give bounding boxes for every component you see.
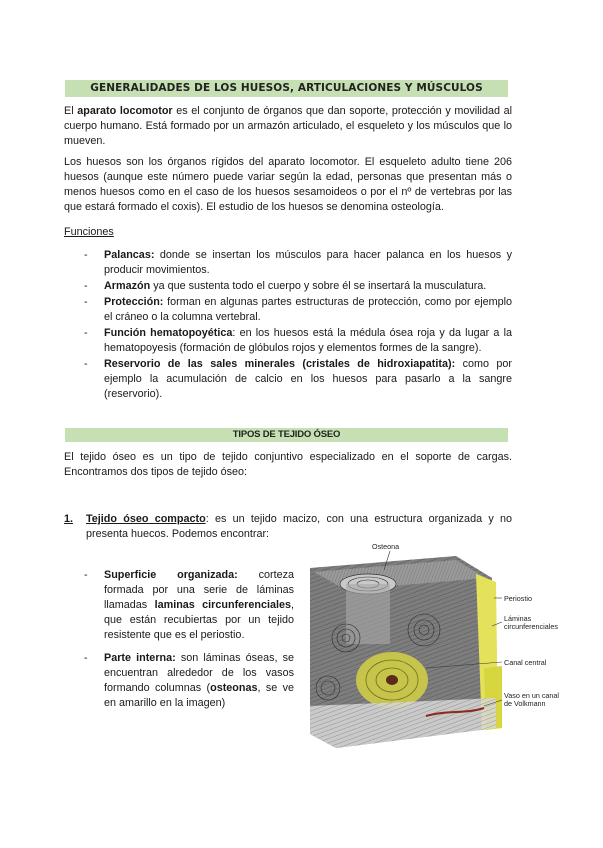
- label-vaso-2: de Volkmann: [504, 699, 546, 708]
- bold-term: Parte interna:: [104, 652, 176, 664]
- text-run: : en los huesos está la médula ósea roja y da lugar a la hematopoyesis (formación de glóbulos rojos y elementos formes de la sangre).: [104, 327, 512, 354]
- dash-marker: -: [84, 652, 88, 664]
- text-run: El: [64, 105, 78, 117]
- label-vaso-1: Vaso en un canal: [504, 691, 560, 700]
- section-heading-tipos: TIPOS DE TEJIDO ÓSEO: [65, 428, 508, 442]
- text-run: ya que sustenta todo el cuerpo y sobre él se insertará la musculatura.: [150, 280, 487, 292]
- bold-term: Superficie organizada:: [104, 569, 238, 581]
- funciones-title: Funciones: [64, 226, 114, 238]
- bold-term: Reservorio de las sales minerales (cristales de hidroxiapatita):: [104, 358, 456, 370]
- label-laminas-2: circunferenciales: [504, 622, 558, 631]
- bold-term: Protección:: [104, 296, 164, 308]
- tejido-intro-paragraph: El tejido óseo es un tipo de tejido conjuntivo especializado en el soporte de cargas. Encontramos dos tipos de tejido óseo:: [64, 451, 512, 478]
- list-item: [84, 651, 295, 711]
- bold-term: osteonas: [210, 682, 258, 694]
- dash-marker: -: [84, 280, 88, 292]
- intro-paragraph-2: Los huesos son los órganos rígidos del aparato locomotor. El esqueleto adulto tiene 206 huesos (aunque este número puede variar según la edad, personas que presentan más o menos huesos como en el caso de los huesos sesamoideos o por el nº de vertebras por las que estará formado el coxis). El estudio de los huesos se denomina osteología.: [64, 156, 512, 213]
- text-run: : es un tejido macizo, con una estructura organizada y no presenta huecos. Podemos encontrar:: [86, 513, 513, 540]
- bottom-layer-texture: [310, 698, 496, 748]
- text-run: son láminas óseas, se encuentran alrededor de los vasos formando columnas (: [104, 652, 294, 694]
- list-item: [84, 248, 512, 278]
- list-item: [84, 295, 512, 325]
- text-run: , se ve en amarillo en la imagen): [104, 682, 295, 709]
- bold-term: laminas circunferenciales: [154, 599, 291, 611]
- compact-bone-illustration: [306, 538, 574, 748]
- osteon-yellow: [356, 652, 428, 708]
- label-canal-central: Canal central: [504, 658, 547, 667]
- item-title: Tejido óseo compacto: [86, 513, 206, 525]
- list-item: [84, 568, 295, 643]
- dash-marker: -: [84, 296, 88, 308]
- item-number: 1.: [64, 513, 74, 525]
- osteon-top: [340, 574, 396, 644]
- text-run: es el conjunto de órganos que dan soporte, protección y movilidad al cuerpo humano. Está formado por un armazón articulado, el esqueleto y los músculos que lo mueven.: [64, 105, 512, 147]
- intro-paragraph-1: [64, 104, 512, 149]
- text-run: donde se insertan los músculos para hacer palanca en los huesos y producir movimientos.: [104, 249, 512, 276]
- list-item: [84, 357, 512, 402]
- dash-marker: -: [84, 249, 88, 261]
- bold-term: Armazón: [104, 280, 151, 292]
- funciones-list: [84, 248, 512, 403]
- section-heading-generalidades: GENERALIDADES DE LOS HUESOS, ARTICULACIONES Y MÚSCULOS: [65, 80, 508, 97]
- label-periostio: Periostio: [504, 594, 532, 603]
- text-run: , que están recubiertas por un tejido resistente que es el periostio.: [104, 599, 294, 641]
- text-run: forman en algunas partes estructuras de protección, como por ejemplo el cráneo o la columna vertebral.: [104, 296, 512, 323]
- dash-marker: -: [84, 327, 88, 339]
- dash-marker: -: [84, 569, 88, 581]
- text-run: corteza formada por una serie de láminas llamadas: [104, 569, 295, 611]
- label-laminas-1: Láminas: [504, 614, 532, 623]
- list-item: [84, 326, 512, 356]
- text-run: como por ejemplo la acumulación de calcio en los huesos para pasarlo a la sangre (reservorio).: [104, 358, 512, 400]
- label-osteona: Osteona: [372, 542, 400, 551]
- compacto-sublist: [84, 568, 295, 719]
- bold-term: Función hematopoyética: [104, 327, 233, 339]
- dash-marker: -: [84, 358, 88, 370]
- bold-term: Palancas:: [104, 249, 155, 261]
- list-item: [84, 279, 512, 294]
- bold-term: aparato locomotor: [77, 105, 173, 117]
